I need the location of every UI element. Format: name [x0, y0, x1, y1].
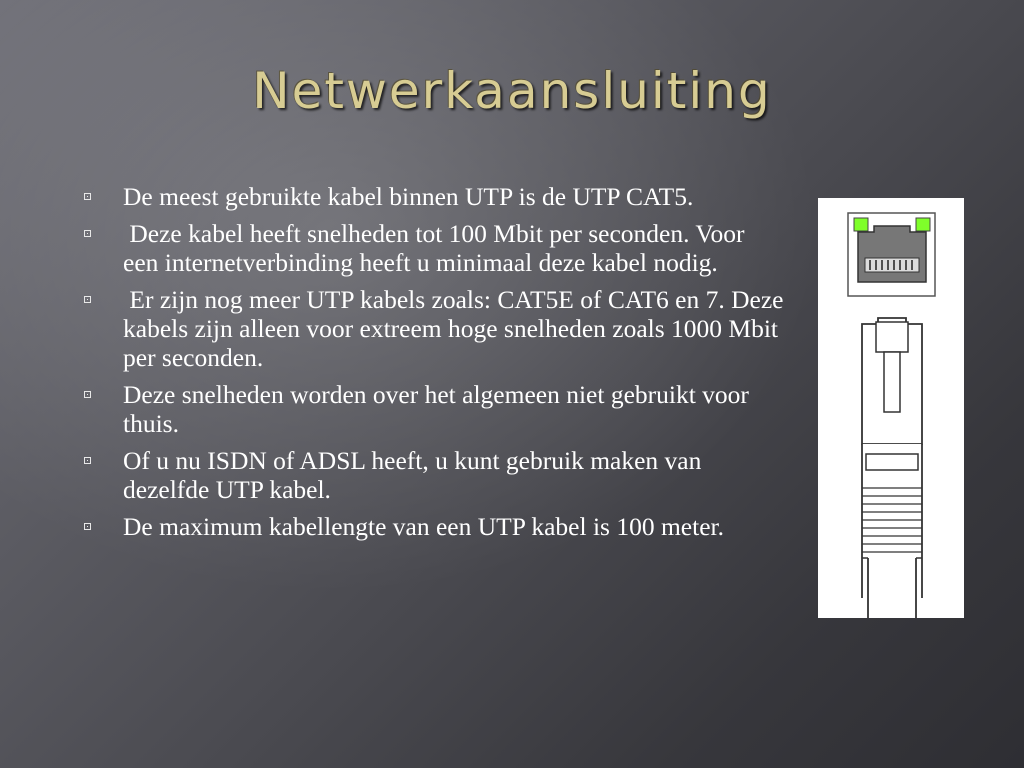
- square-bullet-icon: [84, 391, 91, 398]
- list-item: [80, 512, 785, 541]
- square-bullet-icon: [84, 457, 91, 464]
- bullet-text: Deze snelheden worden over het algemeen niet gebruikt voor thuis.: [123, 380, 749, 438]
- list-item: [80, 219, 785, 277]
- square-bullet-icon: [84, 523, 91, 530]
- rj45-connector-picture: [818, 198, 964, 618]
- list-item: [80, 285, 790, 372]
- bullet-text: Er zijn nog meer UTP kabels zoals: CAT5E of CAT6 en 7. Deze kabels zijn alleen voor extreem hoge snelheden zoals 1000 Mbit per seconden.: [123, 285, 790, 372]
- list-item: [80, 182, 785, 211]
- list-item: [80, 380, 785, 438]
- rj45-connector-icon: [818, 198, 964, 618]
- bullet-list: [80, 182, 790, 549]
- bullet-text: De meest gebruikte kabel binnen UTP is de UTP CAT5.: [123, 182, 694, 211]
- bullet-text: De maximum kabellengte van een UTP kabel is 100 meter.: [123, 512, 724, 541]
- square-bullet-icon: [84, 296, 91, 303]
- square-bullet-icon: [84, 193, 91, 200]
- bullet-text: Of u nu ISDN of ADSL heeft, u kunt gebruik maken van dezelfde UTP kabel.: [123, 446, 702, 504]
- slide-title: Netwerkaansluiting: [252, 62, 772, 120]
- bullet-text: Deze kabel heeft snelheden tot 100 Mbit per seconden. Voor een internetverbinding heeft u minimaal deze kabel nodig.: [123, 219, 751, 277]
- square-bullet-icon: [84, 230, 91, 237]
- list-item: [80, 446, 785, 504]
